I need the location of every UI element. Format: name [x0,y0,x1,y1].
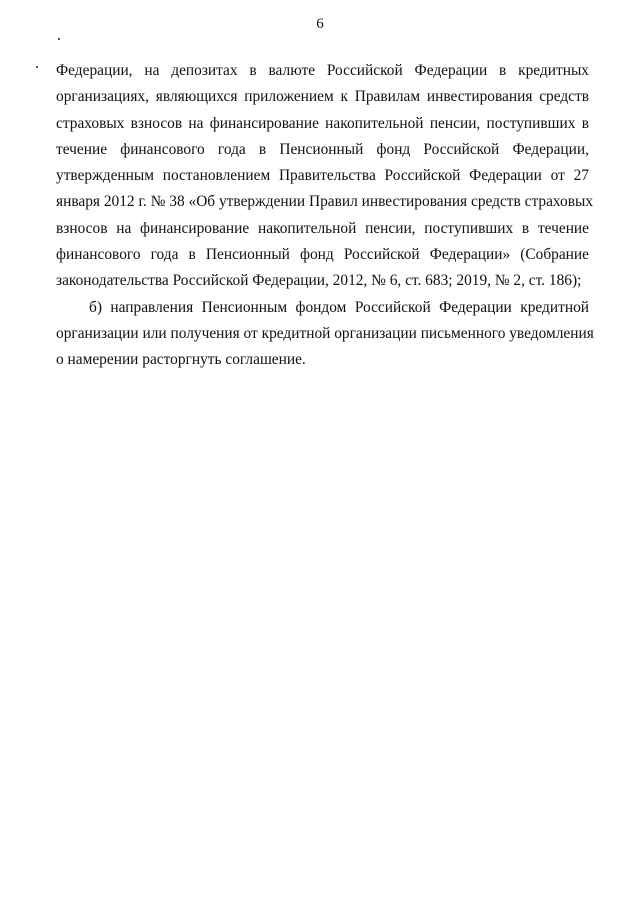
text-line: законодательства Российской Федерации, 2012, № 6, ст. 683; 2019, № 2, ст. 186); [56,272,582,290]
text-line: Федерации, на депозитах в валюте Российской Федерации в кредитных [56,62,589,79]
text-line: о намерении расторгнуть соглашение. [56,351,306,369]
text-line: утвержденным постановлением Правительства Российской Федерации от 27 [56,167,589,185]
paragraph-1 [56,58,594,295]
text-line: страховых взносов на финансирование накопительной пенсии, поступивших в [56,114,589,132]
scan-mark [58,38,60,40]
document-body [56,58,594,374]
text-line: взносов на финансирование накопительной пенсии, поступивших в течение [56,219,589,237]
text-line: течение финансового года в Пенсионный фонд Российской Федерации, [56,140,589,158]
text-line: организациях, являющихся приложением к Правилам инвестирования средств [56,88,589,106]
scan-mark [36,66,38,68]
text-line: января 2012 г. № 38 «Об утверждении Правил инвестирования средств страховых [56,193,594,211]
paragraph-2 [56,295,594,374]
page-number: 6 [316,16,324,32]
text-line: б) направления Пенсионным фондом Российской Федерации кредитной [89,298,589,316]
text-line: организации или получения от кредитной организации письменного уведомления [56,324,594,342]
text-line: финансового года в Пенсионный фонд Российской Федерации» (Собрание [56,246,589,264]
